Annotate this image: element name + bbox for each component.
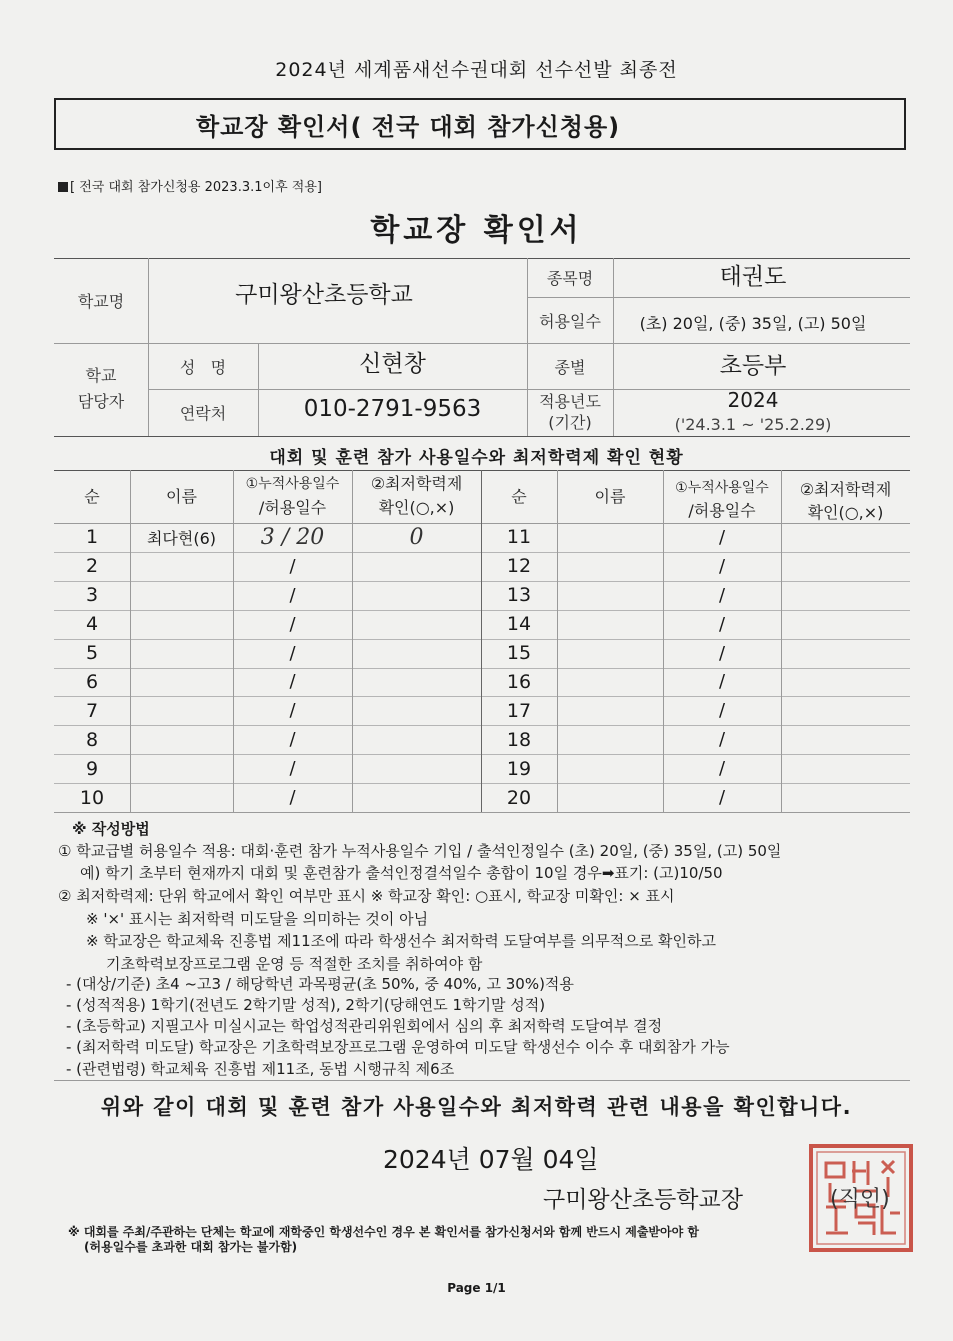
row-days: /	[289, 729, 296, 751]
row-days: /	[718, 613, 726, 635]
row-name	[557, 668, 663, 697]
row-name	[130, 552, 233, 581]
row-days: /	[289, 700, 296, 722]
manager-label-2: 담당자	[77, 391, 125, 411]
instruction-line: - (최저학력 미도달) 학교장은 기초학력보장프로그램 운영하여 미도달 학생선수 이수 후 대회참가 가능	[66, 1038, 730, 1056]
row-name	[557, 783, 663, 812]
row-number: 12	[506, 555, 532, 578]
row-number: 11	[506, 526, 532, 549]
row-name	[557, 523, 663, 552]
row-min-mark	[352, 783, 481, 812]
sport-value: 태권도	[719, 263, 787, 290]
row-min-mark	[352, 610, 481, 639]
row-name	[130, 696, 233, 725]
row-number: 3	[85, 584, 99, 607]
footer-note: ※ 대회를 주최/주관하는 단체는 학교에 재학중인 학생선수인 경우 본 확인서를 참가신청서와 함께 반드시 제출받아야 함	[68, 1225, 699, 1239]
year-label: 적용년도	[539, 391, 601, 411]
row-number: 6	[85, 670, 99, 693]
instruction-line: 기초학력보장프로그램 운영 등 적절한 조치를 취하여야 함	[106, 955, 483, 973]
row-days: /	[718, 642, 726, 664]
applicability-note-text: [ 전국 대회 참가신청용 2023.3.1이후 적용]	[70, 180, 322, 195]
division-value: 초등부	[719, 352, 787, 379]
row-name	[557, 610, 663, 639]
school-name: 구미왕산초등학교	[235, 281, 413, 308]
row-days: /	[289, 613, 296, 635]
col-header-name: 이름	[166, 486, 197, 506]
row-days: /	[289, 555, 296, 577]
row-days: /	[718, 700, 726, 722]
col-header-no-right: 순	[511, 486, 527, 506]
row-days: /	[718, 729, 726, 751]
instruction-line: - (대상/기준) 초4 ~고3 / 해당학년 과목평균(초 50%, 중 40%, 고 30%)적용	[66, 975, 574, 993]
col-header-days-right: ①누적사용일수	[675, 480, 769, 496]
allowed-days-value: (초) 20일, (중) 35일, (고) 50일	[639, 313, 867, 333]
manager-label: 학교	[85, 365, 117, 385]
instruction-line: - (관련법령) 학교체육 진흥법 제11조, 동법 시행규칙 제6조	[66, 1060, 455, 1078]
form-title: 학교장 확인서( 전국 대회 참가신청용)	[196, 112, 621, 141]
row-min-mark	[352, 668, 481, 697]
col-header-days: ①누적사용일수	[245, 476, 340, 492]
square-bullet-icon	[58, 182, 68, 192]
form-title-box	[54, 98, 906, 150]
row-min-mark	[781, 783, 910, 812]
year-value: 2024	[727, 388, 779, 412]
row-days: /	[289, 787, 296, 809]
row-name	[130, 610, 233, 639]
row-min-mark	[781, 696, 910, 725]
instructions-heading: ※ 작성방법	[72, 820, 150, 838]
row-days: /	[718, 555, 726, 577]
col-header-min-2: 확인(○,×)	[378, 498, 455, 517]
row-number: 18	[506, 728, 532, 751]
row-min-mark	[781, 754, 910, 783]
footer-note-2: (허용일수를 초과한 대회 참가는 불가함)	[84, 1240, 298, 1254]
sport-label: 종목명	[546, 269, 594, 288]
instruction-line: ② 최저학력제: 단위 학교에서 확인 여부만 표시 ※ 학교장 확인: ○표시, 학교장 미확인: × 표시	[58, 887, 675, 905]
year-period: ('24.3.1 ~ '25.2.29)	[674, 414, 832, 434]
row-min-mark	[781, 581, 910, 610]
row-name	[557, 639, 663, 668]
row-min-mark	[781, 639, 910, 668]
instruction-line: - (성적적용) 1학기(전년도 2학기말 성적), 2학기(당해연도 1학기말 성적)	[66, 996, 546, 1014]
instruction-line: ※ 학교장은 학교체육 진흥법 제11조에 따라 학생선수 최저학력 도달여부를 의무적으로 확인하고	[86, 932, 716, 950]
row-number: 2	[85, 555, 99, 578]
row-number: 9	[85, 757, 99, 780]
row-number: 15	[506, 642, 532, 665]
row-number: 14	[506, 613, 532, 636]
row-days: /	[718, 526, 726, 548]
row-number: 4	[85, 613, 99, 636]
row-number: 10	[79, 786, 105, 809]
row-days: /	[289, 584, 296, 606]
row-min-mark	[781, 610, 910, 639]
row-name	[130, 581, 233, 610]
instruction-line: - (초등학교) 지필고사 미실시교는 학업성적관리위원회에서 심의 후 최저학력 도달여부 결정	[66, 1017, 663, 1035]
row-name	[130, 725, 233, 754]
status-section-title: 대회 및 훈련 참가 사용일수와 최저학력제 확인 현황	[269, 448, 684, 468]
row-number: 5	[85, 642, 99, 665]
school-label: 학교명	[77, 292, 125, 311]
row-days: /	[718, 758, 726, 780]
row-min-mark	[781, 552, 910, 581]
row-days: /	[289, 642, 296, 664]
seal-label: (직인)	[830, 1187, 890, 1212]
row-min-mark	[352, 725, 481, 754]
row-min-mark	[352, 552, 481, 581]
row-number: 7	[85, 699, 99, 722]
page-number: Page 1/1	[447, 1281, 506, 1295]
row-min-mark	[781, 523, 910, 552]
row-number: 19	[506, 757, 532, 780]
row-name	[130, 668, 233, 697]
allowed-days-label: 허용일수	[539, 311, 601, 331]
main-title: 학교장 확인서	[370, 213, 583, 248]
col-header-no: 순	[84, 486, 100, 506]
row-min-mark	[352, 696, 481, 725]
col-header-min-right: ②최저학력제	[799, 480, 892, 499]
name-label: 성 명	[179, 357, 227, 377]
row-min-mark	[781, 668, 910, 697]
principal-title: 구미왕산초등학교장	[543, 1187, 743, 1213]
row-min-mark	[781, 725, 910, 754]
row-days: /	[718, 671, 726, 693]
issue-date: 2024년 07월 04일	[383, 1145, 599, 1174]
row-number: 1	[85, 526, 99, 549]
row-days: /	[289, 758, 296, 780]
row-min-mark	[352, 581, 481, 610]
col-header-min-right-2: 확인(○,×)	[807, 503, 884, 522]
instruction-line: 예) 학기 초부터 현재까지 대회 및 훈련참가 출석인정결석일수 총합이 10일 경우➡표기: (고)10/50	[80, 864, 723, 882]
row-min-mark	[352, 754, 481, 783]
row-name	[557, 552, 663, 581]
row-name	[130, 754, 233, 783]
col-header-days-2: /허용일수	[258, 498, 327, 517]
row-number: 16	[506, 670, 532, 693]
row-name	[557, 754, 663, 783]
table-bottom-border	[54, 812, 910, 813]
col-header-min: ②최저학력제	[370, 474, 463, 493]
row-number: 20	[506, 786, 532, 809]
instruction-line: ① 학교급별 허용일수 적용: 대회·훈련 참가 누적사용일수 기입 / 출석인정일수 (초) 20일, (중) 35일, (고) 50일	[58, 842, 782, 860]
confirmation-statement: 위와 같이 대회 및 훈련 참가 사용일수와 최저학력 관련 내용을 확인합니다.	[100, 1095, 853, 1119]
manager-name: 신현창	[359, 350, 426, 377]
row-number: 17	[506, 699, 532, 722]
col-header-name-right: 이름	[594, 486, 626, 506]
row-name	[557, 725, 663, 754]
row-min-mark	[352, 639, 481, 668]
contact-label: 연락처	[179, 404, 227, 423]
instruction-line: ※ '×' 표시는 최저학력 미도달을 의미하는 것이 아님	[86, 910, 429, 928]
event-title: 2024년 세계품새선수권대회 선수선발 최종전	[275, 59, 678, 81]
row-number: 13	[506, 584, 532, 607]
info-bottom-border	[54, 436, 910, 437]
row-days: /	[718, 787, 726, 809]
row-number: 8	[85, 728, 99, 751]
applicability-note	[58, 176, 322, 195]
row-name	[557, 696, 663, 725]
col-header-days-right-2: /허용일수	[688, 501, 756, 520]
row-days: /	[289, 671, 296, 693]
row-days: 3 / 20	[260, 524, 325, 550]
row-days: /	[718, 584, 726, 606]
row-name	[130, 783, 233, 812]
row-name: 최다현(6)	[146, 528, 217, 548]
period-label: (기간)	[548, 412, 592, 432]
row-name	[130, 639, 233, 668]
row-name	[557, 581, 663, 610]
division-label: 종별	[554, 357, 586, 377]
row-min-mark: 0	[409, 524, 424, 550]
contact-value: 010-2791-9563	[303, 396, 482, 422]
instructions-bottom-border	[54, 1080, 910, 1081]
